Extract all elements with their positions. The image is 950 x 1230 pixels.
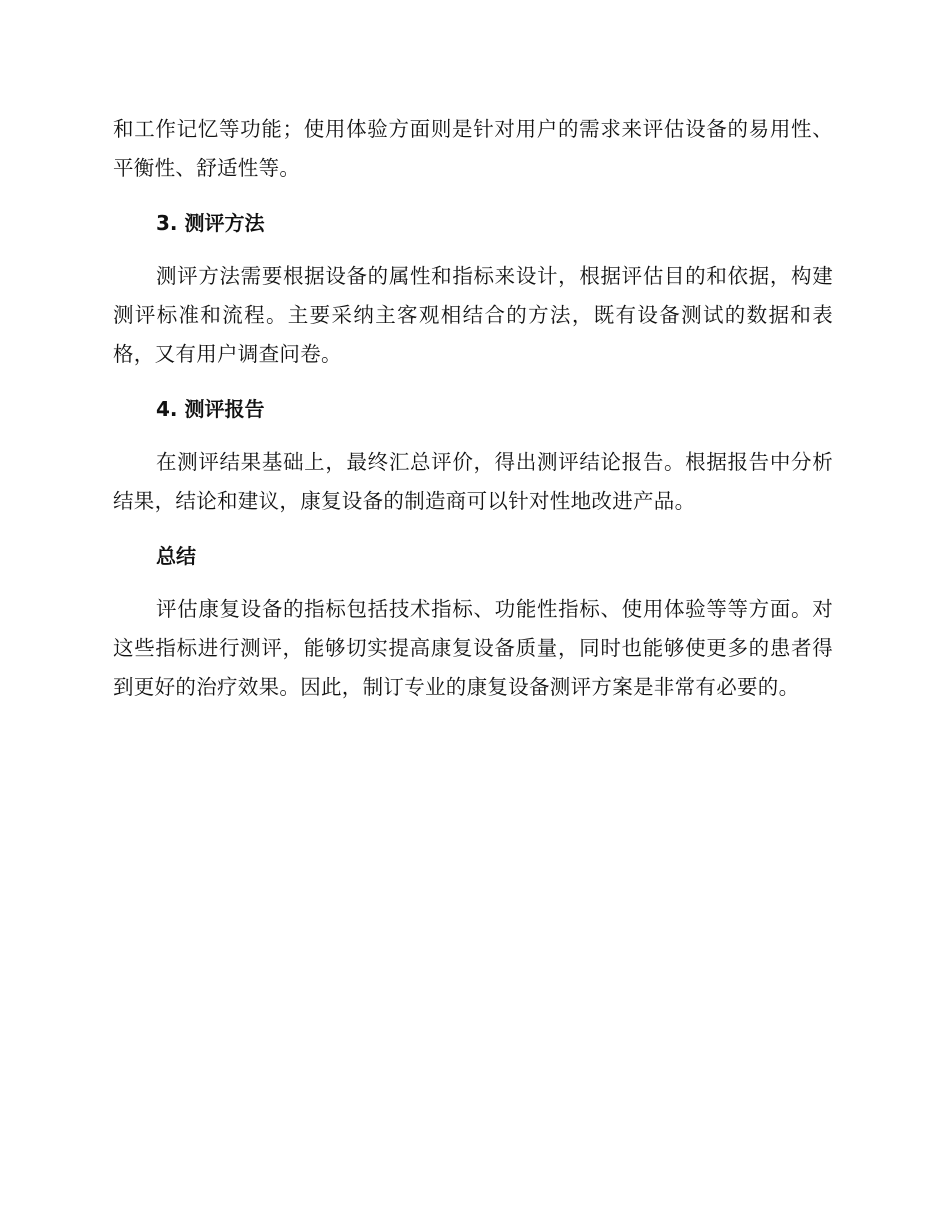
section-4-heading: 4. 测评报告 [156,397,265,421]
summary-heading: 总结 [156,544,196,568]
section-3-paragraph: 测评方法需要根据设备的属性和指标来设计，根据评估目的和依据，构建测评标准和流程。主要采纳主客观相结合的方法，既有设备测试的数据和表格，又有用户调查问卷。 [113,264,833,366]
section-3-heading: 3. 测评方法 [156,211,265,235]
summary-paragraph: 评估康复设备的指标包括技术指标、功能性指标、使用体验等等方面。对这些指标进行测评，能够切实提高康复设备质量，同时也能够使更多的患者得到更好的治疗效果。因此，制订专业的康复设备测评方案是非常有必要的。 [113,597,833,699]
section-4-paragraph: 在测评结果基础上，最终汇总评价，得出测评结论报告。根据报告中分析结果，结论和建议，康复设备的制造商可以针对性地改进产品。 [113,450,833,513]
document-body [113,110,833,707]
intro-continuation-paragraph: 和工作记忆等功能；使用体验方面则是针对用户的需求来评估设备的易用性、平衡性、舒适性等。 [113,117,833,180]
